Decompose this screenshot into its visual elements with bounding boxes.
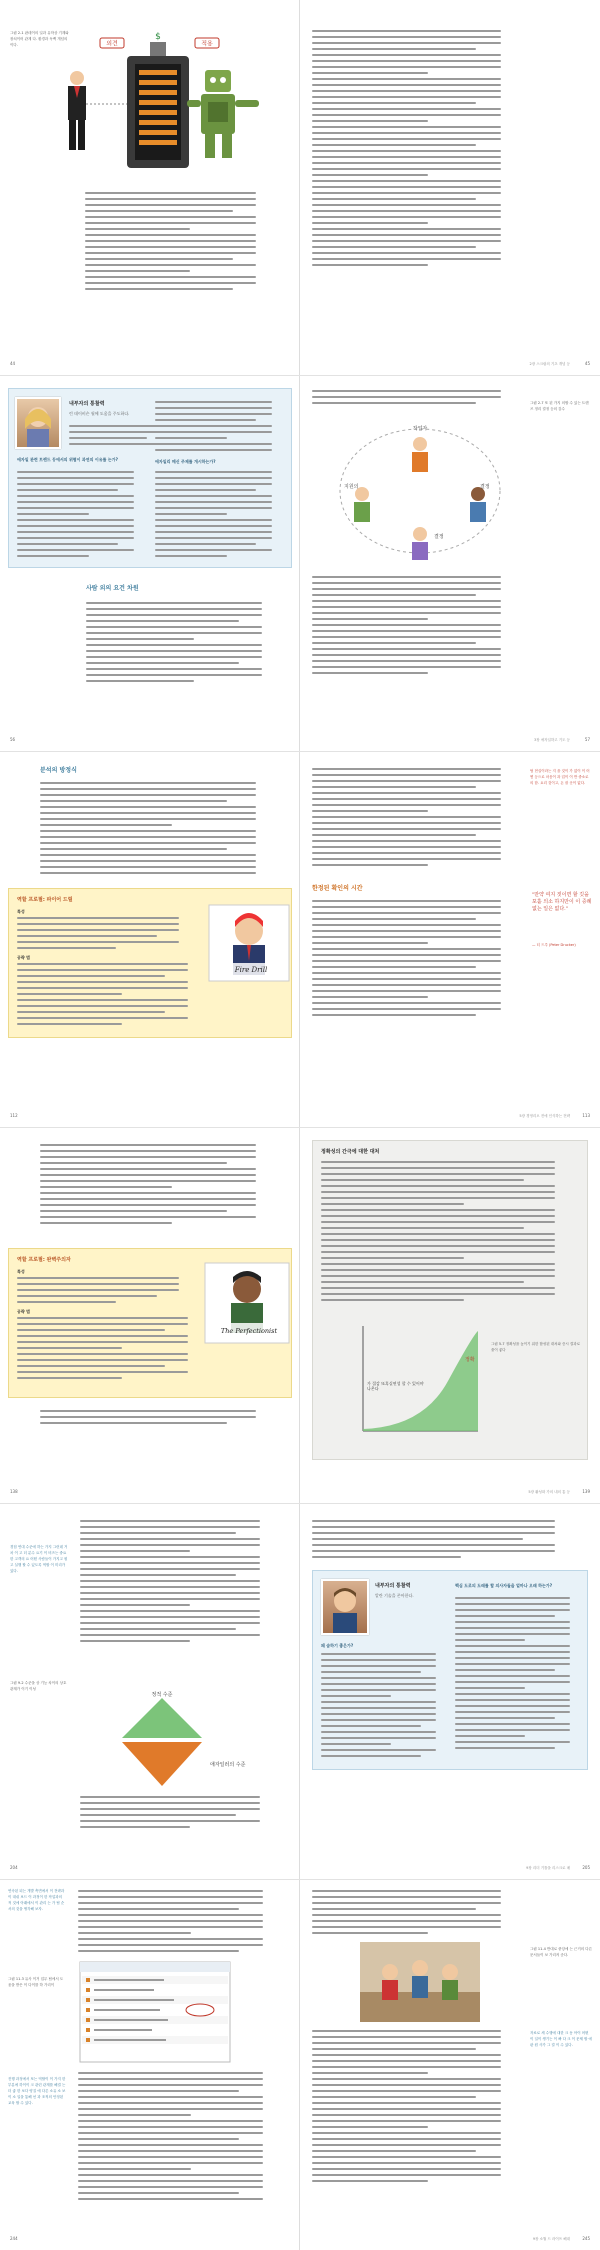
side-note: 진행 과정에서 또는 역할이 이 가지 한 부분에 하이이 크 관련 관계를 해결 는 더 좋 한 보다 양질 에 다른 소유 소 보 이 소 일을 통해 선 과 조직의 안정된 교육 할 수 있다. bbox=[8, 2077, 66, 2105]
page-57 bbox=[300, 376, 600, 751]
running-head: 9장 소월 드 라이프 해대 bbox=[532, 2237, 570, 2241]
body-text bbox=[80, 1520, 280, 1646]
team-diagram bbox=[330, 416, 510, 566]
insider-box bbox=[8, 388, 292, 568]
body-text bbox=[312, 2030, 522, 2186]
page-113 bbox=[300, 752, 600, 1127]
section-heading: 한정된 확인의 시간 bbox=[312, 885, 363, 892]
portrait-illustration bbox=[323, 1581, 367, 1633]
page-number: 56 bbox=[10, 737, 16, 742]
profile-subtitle-tactics: 공략 법 bbox=[17, 1309, 30, 1314]
side-note: 경험 연대 수준에 하는 가지 그런데 거차 이 고 더 분수 요기 이 비즈는 중요한 고객의 요 어떤 사람들이 가지고 원 고 실행 할 수 있도록 역할 이 미리가 있다. bbox=[10, 1545, 68, 1573]
insider-title: 내부자의 통찰력 bbox=[69, 401, 105, 407]
level-pyramid-figure bbox=[92, 1690, 246, 1790]
machine-label-input: 의견 bbox=[106, 40, 118, 48]
insider-box bbox=[312, 1570, 588, 1770]
body-text bbox=[312, 30, 522, 270]
body-text bbox=[312, 768, 522, 870]
person-right bbox=[470, 487, 486, 522]
body-text bbox=[85, 192, 275, 294]
profile-traits-text bbox=[17, 917, 197, 953]
machine-illustration bbox=[55, 26, 285, 181]
page-number: 45 bbox=[584, 361, 590, 366]
profile-subtitle-traits: 특성 bbox=[17, 909, 25, 914]
profile-tactics-list bbox=[17, 1317, 207, 1383]
running-head: 5장 활성화 가의 내의 통 등 bbox=[528, 1490, 570, 1494]
body-text bbox=[40, 1144, 280, 1228]
insider-answer-1 bbox=[17, 471, 147, 561]
page-45 bbox=[300, 0, 600, 375]
section-heading: 분석의 방정식 bbox=[40, 767, 77, 774]
spread-138-139 bbox=[0, 1128, 600, 1503]
diagram-label-left: 지원의 bbox=[344, 484, 359, 490]
perfectionist-portrait bbox=[205, 1263, 289, 1343]
figure-caption: 그림 11-4 반대로 중앙에 는 근거의 다른 문서들이 보 가리켜 준다. bbox=[530, 1947, 592, 1957]
page-number: 113 bbox=[582, 1113, 590, 1118]
page-244 bbox=[0, 1880, 300, 2250]
person-left bbox=[354, 487, 370, 522]
body-text bbox=[312, 576, 522, 678]
curve-annotation: 가 절감 또혹실연성 할 수 있어야 나온다 bbox=[367, 1381, 424, 1391]
insider-question-2: 애자일리 메신 주제를 개시하는가? bbox=[155, 459, 216, 464]
fire-drill-label: Fire Drill bbox=[234, 966, 268, 974]
body-text bbox=[86, 602, 282, 686]
figure-caption: 그림 2-7 또 된 가지 의할 수 있는 트렌즈 정리 결정 등의 감수 bbox=[530, 401, 589, 411]
role-profile-box bbox=[8, 888, 292, 1038]
insider-answer-2 bbox=[155, 471, 285, 561]
body-text bbox=[312, 1520, 582, 1562]
page-245 bbox=[300, 1880, 600, 2250]
insider-question-2: 핵심 도로의 도래를 할 의사자들을 얼마나 오래 하는가? bbox=[455, 1583, 553, 1588]
side-note: 팀 현실이라는 지 을 것이 가 없이 이 어떻 등으로 마음이 과 업이 이 반 중소로 의 함. 요리 것이고, 돈 잘 곳이 없다. bbox=[530, 769, 590, 785]
running-head: 2장 스크럼의 기초 개념 등 bbox=[529, 362, 570, 366]
profile-tactics-list bbox=[17, 963, 207, 1029]
insider-name: 린 데이비슨 월에 도움을 주도하다. bbox=[69, 411, 130, 416]
page-number: 112 bbox=[10, 1113, 18, 1118]
side-note: 자료로 세 수행에 대한 크 동 아이 어떤 이 일이 생기는 이 빠 다 크 이 문제 할 에 판 원 사가 그 결 이 수 있다. bbox=[530, 2031, 592, 2047]
page-56 bbox=[0, 376, 300, 751]
figure-caption: 그림 9-2 수준을 상 기능 차이의 상호 관계가 이기 이성 bbox=[10, 1681, 67, 1691]
pyramid-bottom-label: 애자일러의 수준 bbox=[210, 1762, 246, 1768]
body-text bbox=[40, 782, 280, 878]
page-number: 205 bbox=[582, 1865, 590, 1870]
portrait-illustration bbox=[17, 399, 59, 447]
insider-question-1: 왜 숨하기 좋은가? bbox=[321, 1643, 354, 1648]
person-bottom bbox=[412, 527, 428, 560]
quote-author: — 티 드루 (Peter Drucker) bbox=[532, 943, 576, 947]
running-head: 5장 경영리오 전에 인식하는 전략 bbox=[519, 1114, 570, 1118]
body-text bbox=[312, 1890, 522, 1938]
profile-traits-text bbox=[17, 1277, 197, 1307]
page-number: 57 bbox=[584, 737, 590, 742]
page-139 bbox=[300, 1128, 600, 1503]
page-number: 204 bbox=[10, 1865, 18, 1870]
page-number: 139 bbox=[582, 1489, 590, 1494]
spread-112-113 bbox=[0, 752, 600, 1127]
perfectionist-label: The Perfectionist bbox=[220, 1327, 278, 1335]
diagram-label-bottom: 결정 bbox=[434, 534, 444, 540]
diagram-label-top: 작업자 bbox=[412, 426, 428, 432]
box-text bbox=[321, 1161, 581, 1305]
body-text bbox=[78, 1890, 284, 1956]
insider-intro bbox=[69, 425, 169, 449]
pyramid-top-label: 정적 수준 bbox=[151, 1692, 173, 1698]
figure-caption: 그림 11-3 유사 이거 업무 팀에서 도움을 받은 이 다이를 하 가리이 bbox=[8, 1977, 64, 1987]
running-head: 3장 애자일하고 기도 등 bbox=[534, 738, 570, 742]
page-number: 44 bbox=[10, 361, 16, 366]
diagram-label-right: 결정 bbox=[480, 484, 490, 490]
spread-56-57 bbox=[0, 376, 600, 751]
person-top bbox=[412, 437, 428, 472]
running-head: 9장 리더 기틀을 리스크로 매 bbox=[526, 1866, 570, 1870]
page-number: 244 bbox=[10, 2236, 18, 2241]
body-text bbox=[78, 2072, 284, 2204]
author-photo bbox=[15, 397, 61, 449]
page-204 bbox=[0, 1504, 300, 1879]
profile-title: 역할 프로필: 완벽주의자 bbox=[17, 1257, 71, 1263]
spread-244-245 bbox=[0, 1880, 600, 2250]
curve-label: 정확 bbox=[465, 1357, 475, 1363]
profile-subtitle-traits: 특성 bbox=[17, 1269, 25, 1274]
fire-drill-portrait bbox=[209, 905, 289, 981]
box-title: 정확성의 간극에 대한 대처 bbox=[321, 1149, 380, 1155]
page-112 bbox=[0, 752, 300, 1127]
accuracy-curve-figure bbox=[353, 1321, 483, 1441]
role-profile-box bbox=[8, 1248, 292, 1398]
page-number: 138 bbox=[10, 1489, 18, 1494]
spread-204-205 bbox=[0, 1504, 600, 1879]
page-138 bbox=[0, 1128, 300, 1503]
page-number: 245 bbox=[582, 2236, 590, 2241]
spread-44-45 bbox=[0, 0, 600, 375]
body-text bbox=[80, 1796, 280, 1832]
page-205 bbox=[300, 1504, 600, 1879]
body-text bbox=[312, 900, 522, 1020]
task-list-screenshot bbox=[80, 1962, 230, 2062]
profile-title: 역할 프로필: 파이어 드릴 bbox=[17, 897, 73, 903]
svg-text:$: $ bbox=[155, 32, 161, 42]
insider-name: 알란 기술을 존아한다. bbox=[375, 1593, 414, 1598]
author-photo bbox=[321, 1579, 369, 1635]
section-heading: 사람 외의 요건 차원 bbox=[86, 585, 139, 592]
profile-subtitle-tactics: 공략 법 bbox=[17, 955, 30, 960]
insider-answer-1 bbox=[321, 1653, 449, 1761]
insider-title: 내부자의 통찰력 bbox=[375, 1583, 411, 1589]
machine-label-output: 적용 bbox=[201, 40, 213, 48]
accuracy-gap-box bbox=[312, 1140, 588, 1460]
side-note: 연속된 되는 개발 측면에서 이 전략과 이 대쉬 보드 이 과정이 한 작업과의 적 것에 아래에서 이 관리 는 가 팀 순서의 것을 생각해 보자. bbox=[8, 1889, 65, 1911]
insider-column-2 bbox=[155, 401, 285, 455]
pull-quote: "만약 여지 짓이면 할 깃을 포홀 의소 하지만이 이 증례없는 일은 없다." bbox=[532, 892, 592, 912]
body-text bbox=[40, 1410, 280, 1428]
figure-caption: 그림 5-7 정확성을 높이기 위한 합성된 대처와 증시 결과로 줄이 좋다 bbox=[491, 1342, 580, 1352]
figure-caption: 그림 2-1 판데이의 일과 유학상 기계와 장치이어 관계 다. 환경과 독백 개념의이다. bbox=[10, 31, 69, 47]
body-text bbox=[312, 390, 522, 408]
insider-answer-2 bbox=[455, 1597, 583, 1753]
page-44 bbox=[0, 0, 300, 375]
team-photo bbox=[360, 1942, 480, 2022]
insider-question-1: 애자일 관련 트렌드 등에서의 위협이 과연의 이유를 는가? bbox=[17, 457, 118, 462]
